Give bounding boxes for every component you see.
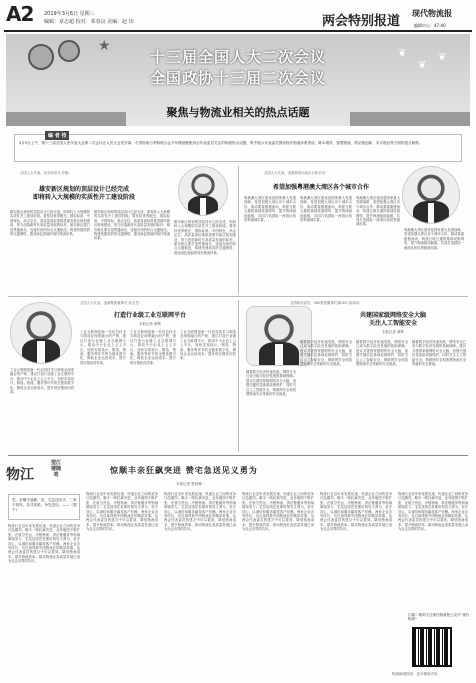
column-body: 物流行业近年来发展迅速，快递企业之间的竞争日趋激烈。顺丰一路狂飙突进，业务版图不断扩张，在航空货运、冷链物流、供应链服务等领域频频发力；宅急送则在危难时刻见义勇为，坚守初心，以诚信和服务赢得客户信赖。两家企业各有所长，各自演绎着中国物流业的精彩故事。从两会代表委员的建言中可以看到，降低物流成本、提升物流效率、推动物流业高质量发展已成为社会各界的共识。 (164, 492, 236, 532)
section-divider (8, 296, 468, 297)
article-body: 随着数字经济快速发展，网络安全已成为数字经济发展的基础保障。建议共建国家级网络安全大脑，加强关键信息基础设施保护，同时关注人工智能安全、物联网安全和智慧物流安全等新的安全挑战。 (300, 340, 352, 367)
editor-line: 编辑中心：47-40 (414, 23, 446, 28)
column-body: 物流行业近年来发展迅速，快递企业之间的竞争日趋激烈。顺丰一路狂飙突进，业务版图不断扩张，在航空货运、冷链物流、供应链服务等领域频频发力；宅急送则在危难时刻见义勇为，坚守初心，以诚信和服务赢得客户信赖。两家企业各有所长，各自演绎着中国物流业的精彩故事。从两会代表委员的建言中可以看到，降低物流成本、提升物流效率、推动物流业高质量发展已成为社会各界的共识。 (86, 492, 158, 532)
page-headline: 聚焦与物流业相关的热点话题 (166, 106, 310, 119)
article-body: 随着数字经济快速发展，网络安全已成为数字经济发展的基础保障。建议共建国家级网络安全大脑，加强关键信息基础设施保护，同时关注人工智能安全、物联网安全和智慧物流安全等新的安全挑战。 (246, 370, 296, 397)
article-body: 工业互联网是新一代信息技术与制造业深度融合的产物，建议打造行业级工业互联网平台，推动中小企业上云上平台，加快实现设计、制造、物流、服务等环节的全链条数字化，降低企业运营成本，提升供应链协同效率。 (130, 330, 176, 365)
poem-box (8, 494, 80, 520)
qr-code[interactable] (412, 627, 452, 667)
article-body: 工业互联网是新一代信息技术与制造业深度融合的产物，建议打造行业级工业互联网平台，推动中小企业上云上平台，加快实现设计、制造、物流、服务等环节的全链条数字化，降低企业运营成本，提升供应链协同效率。 (80, 330, 126, 365)
banner (6, 34, 470, 126)
article-body: 粤港澳大湾区建设是国家重大发展战略，希望加强大湾区各个城市合作，推动要素便捷流动，构建互联互通的基础设施网络，提升物流枢纽能级，共同打造国际一流湾区和世界级城市群。 (356, 196, 400, 227)
column-title: 惊顺丰亲狂飙突进 赞宅急送见义勇为 (110, 465, 258, 475)
article-body: 工业互联网是新一代信息技术与制造业深度融合的产物，建议打造行业级工业互联网平台，推动中小企业上云上平台，加快实现设计、制造、物流、服务等环节的全链条数字化，降低企业运营成本，提升供应链协同效率。 (180, 330, 236, 361)
banner-title-npc: 十三届全国人大二次会议 (149, 48, 326, 66)
article-body: 随着数字经济快速发展，网络安全已成为数字经济发展的基础保障。建议共建国家级网络安全大脑，加强关键信息基础设施保护，同时关注人工智能安全、物联网安全和智慧物流安全等新的安全挑战。 (412, 340, 466, 367)
article-deck: 全国人大代表、河北省省长 许勤： (20, 171, 72, 175)
column-logo-vertical: 望江楼随笔 (50, 460, 61, 478)
masthead (4, 2, 472, 32)
contact-line: 编辑：章志超 校对：邓春良 美编：赵 玮 (44, 19, 134, 25)
article-body: 粤港澳大湾区建设是国家重大发展战略，希望加强大湾区各个城市合作，推动要素便捷流动，构建互联互通的基础设施网络，提升物流枢纽能级，共同打造国际一流湾区和世界级城市群。 (244, 196, 296, 223)
delegate-portrait (402, 166, 460, 224)
article-body: 随着数字经济快速发展，网络安全已成为数字经济发展的基础保障。建议共建国家级网络安全大脑，加强关键信息基础设施保护，同时关注人工智能安全、物联网安全和智慧物流安全等新的安全挑战。 (356, 340, 408, 367)
column-byline: 本报记者 曹润卿 (176, 482, 202, 486)
dove-icon: ❦ (418, 60, 427, 71)
dove-icon: ❦ (398, 48, 407, 59)
editor-note-text: 3月5日上午，第十三届全国人民代表大会第二次会议在人民大会堂开幕，中国物流与采购联合会今年继续聚焦两会代表委员关注的物流热点话题，集中展示代表委员围绕现代物流体系建设、降本增效、智慧物流、供应链创新、多式联运等方面的建言献策。 (19, 141, 423, 145)
footer-note: 物流新闻热线：更多精彩内容 (392, 672, 438, 676)
article-body: 雄安新区规划的顶层设计已经完成，即将转入大规模的实质性开工建设阶段。要坚持世界眼光、国际标准、中国特色、高点定位，高质量高标准推进雄安新区规划建设，努力创造新时代高质量发展的标杆。雄安新区要打造贯通南北、连接东西的综合交通枢纽，构建快捷高效的交通网络，建设绿色智能的现代物流体系。 (10, 210, 90, 237)
article-headline: 希望加强粤港澳大湾区各个城市合作 (272, 184, 369, 191)
article-body: 雄安新区规划的顶层设计已经完成，即将转入大规模的实质性开工建设阶段。要坚持世界眼光、国际标准、中国特色、高点定位，高质量高标准推进雄安新区规划建设，努力创造新时代高质量发展的标杆。雄安新区要打造贯通南北、连接东西的综合交通枢纽，构建快捷高效的交通网络，建设绿色智能的现代物流体系。 (174, 220, 236, 255)
article-body: 粤港澳大湾区建设是国家重大发展战略，希望加强大湾区各个城市合作，推动要素便捷流动，构建互联互通的基础设施网络，提升物流枢纽能级，共同打造国际一流湾区和世界级城市群。 (300, 196, 352, 223)
dove-icon: ❦ (438, 52, 447, 63)
delegate-portrait (178, 166, 228, 216)
column-body: 物流行业近年来发展迅速，快递企业之间的竞争日趋激烈。顺丰一路狂飙突进，业务版图不断扩张，在航空货运、冷链物流、供应链服务等领域频频发力；宅急送则在危难时刻见义勇为，坚守初心，以诚信和服务赢得客户信赖。两家企业各有所长，各自演绎着中国物流业的精彩故事。从两会代表委员的建言中可以看到，降低物流成本、提升物流效率、推动物流业高质量发展已成为社会各界的共识。 (242, 492, 314, 532)
section-title: 两会特别报道 (322, 14, 401, 29)
article-deck: 全国政协委员、360集团董事长兼CEO 周鸿祎： (290, 301, 363, 305)
editor-note-tag: 编 者 按 (45, 131, 69, 140)
article-deck: 全国人大代表、浪潮集团董事长 孙丕恕： (80, 301, 143, 305)
column-body: 物流行业近年来发展迅速，快递企业之间的竞争日趋激烈。顺丰一路狂飙突进，业务版图不断扩张，在航空货运、冷链物流、供应链服务等领域频频发力；宅急送则在危难时刻见义勇为，坚守初心，以诚信和服务赢得客户信赖。两家企业各有所长，各自演绎着中国物流业的精彩故事。从两会代表委员的建言中可以看到，降低物流成本、提升物流效率、推动物流业高质量发展已成为社会各界的共识。 (398, 492, 468, 532)
star-icon: ★ (98, 38, 111, 54)
article-headline: 共建国家级网络安全大脑 关注人工智能安全 (359, 312, 426, 327)
page-number: A2 (6, 2, 34, 26)
date-line: 2019年3月6日 星期三 (44, 11, 95, 17)
column-body: 物流行业近年来发展迅速，快递企业之间的竞争日趋激烈。顺丰一路狂飙突进，业务版图不断扩张，在航空货运、冷链物流、供应链服务等领域频频发力；宅急送则在危难时刻见义勇为，坚守初心，以诚信和服务赢得客户信赖。两家企业各有所长，各自演绎着中国物流业的精彩故事。从两会代表委员的建言中可以看到，降低物流成本、提升物流效率、推动物流业高质量发展已成为社会各界的共识。 (8, 524, 80, 564)
column-logo-brush: 物江 (6, 467, 34, 483)
article-deck: 全国人大代表、香港特别行政区行政长官： (264, 171, 329, 175)
poem-text: 觉，亲顺丰逐鹿，见，宅急送出手，三家不同风，各寻其路，争先恐后。——《观千》 (12, 498, 77, 512)
article-body: 工业互联网是新一代信息技术与制造业深度融合的产物，建议打造行业级工业互联网平台，推动中小企业上云上平台，加快实现设计、制造、物流、服务等环节的全链条数字化，降低企业运营成本，提升供应链协同效率。 (10, 368, 74, 395)
banner-title-cppcc: 全国政协十三届二次会议 (149, 69, 326, 87)
paper-name: 现代物流报 (412, 8, 452, 18)
section-divider (8, 455, 468, 456)
article-body: 雄安新区规划的顶层设计已经完成，即将转入大规模的实质性开工建设阶段。要坚持世界眼光、国际标准、中国特色、高点定位，高质量高标准推进雄安新区规划建设，努力创造新时代高质量发展的标杆。雄安新区要打造贯通南北、连接东西的综合交通枢纽，构建快捷高效的交通网络，建设绿色智能的现代物流体系。 (94, 210, 170, 241)
delegate-portrait (10, 302, 72, 364)
article-headline: 雄安新区规划的顶层设计已经完成 即将转入大规模的实质性开工建设阶段 (32, 186, 135, 201)
column-divider (238, 300, 239, 452)
editor-note (14, 134, 462, 162)
article-byline: 本报记者 黄辉 (381, 330, 405, 334)
article-headline: 打造行业级工业互联网平台 (113, 312, 186, 319)
article-body: 粤港澳大湾区建设是国家重大发展战略，希望加强大湾区各个城市合作，推动要素便捷流动，构建互联互通的基础设施网络，提升物流枢纽能级，共同打造国际一流湾区和世界级城市群。 (404, 228, 464, 250)
article-byline: 本报记者 黄辉 (138, 322, 162, 326)
column-body: 物流行业近年来发展迅速，快递企业之间的竞争日趋激烈。顺丰一路狂飙突进，业务版图不断扩张，在航空货运、冷链物流、供应链服务等领域频频发力；宅急送则在危难时刻见义勇为，坚守初心，以诚信和服务赢得客户信赖。两家企业各有所长，各自演绎着中国物流业的精彩故事。从两会代表委员的建言中可以看到，降低物流成本、提升物流效率、推动物流业高质量发展已成为社会各界的共识。 (320, 492, 392, 532)
qr-caption: 扫描二维码关注现代物流报公众号“现代物流” (408, 613, 470, 622)
column-divider (238, 166, 239, 294)
